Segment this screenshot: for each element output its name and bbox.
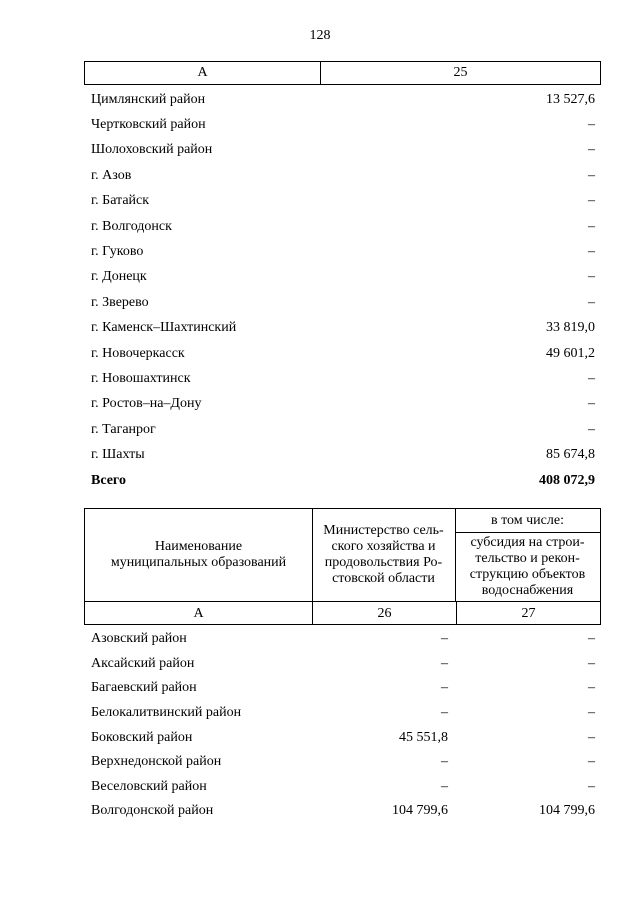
row-name: г. Каменск–Шахтинский: [91, 320, 237, 336]
row-value: –: [588, 396, 595, 412]
header-text: муниципальных образований: [110, 555, 287, 570]
table-row: [84, 701, 601, 726]
table-row: [84, 442, 601, 467]
row-name: Багаевский район: [91, 680, 197, 696]
row-value-26: –: [441, 705, 448, 721]
header-text: ского хозяйства и: [331, 539, 436, 554]
row-name: Цимлянский район: [91, 91, 206, 107]
header-text: Наименование: [154, 539, 243, 554]
header-text: струкцию объектов: [469, 567, 586, 582]
header-col-25: 25: [453, 65, 468, 80]
table-row: [84, 627, 601, 652]
row-name: г. Азов: [91, 167, 132, 183]
row-value-27: –: [588, 655, 595, 671]
header-col-a: А: [85, 62, 321, 84]
table-row: [84, 799, 601, 824]
header-col-26: 26: [313, 602, 457, 625]
header-subsidy: [455, 533, 600, 601]
row-name: Волгодонской район: [91, 803, 214, 819]
row-value-27: –: [588, 631, 595, 647]
row-name: Верхнедонской район: [91, 754, 222, 770]
row-name: Чертковский район: [91, 117, 206, 133]
header-text: продовольствия Ро-: [324, 555, 443, 570]
header-text: Министерство сель-: [323, 523, 444, 538]
row-value: –: [588, 269, 595, 285]
row-value: –: [588, 193, 595, 209]
table-row: [84, 316, 601, 341]
row-value-26: –: [441, 655, 448, 671]
header-including: в том числе:: [455, 509, 600, 533]
row-value: –: [588, 294, 595, 310]
row-name: г. Гуково: [91, 244, 144, 260]
table-row: [84, 138, 601, 163]
table-row: [84, 265, 601, 290]
row-name: Азовский район: [91, 631, 187, 647]
table-2-header: [84, 508, 601, 625]
table-1-body: [84, 87, 601, 493]
row-value-26: 104 799,6: [392, 803, 448, 819]
row-value-27: –: [588, 705, 595, 721]
table-row: [84, 676, 601, 701]
table-1: [84, 61, 601, 493]
row-value-27: 104 799,6: [539, 803, 595, 819]
header-municipal-names: [85, 509, 313, 601]
header-text: стовской области: [332, 571, 435, 586]
table-row: [84, 163, 601, 188]
row-value: 49 601,2: [546, 345, 595, 361]
page-number: 128: [309, 28, 331, 43]
row-value: –: [588, 370, 595, 386]
header-col-27: 27: [521, 605, 536, 621]
row-value-27: –: [588, 729, 595, 745]
row-value-27: –: [588, 754, 595, 770]
table-row: [84, 239, 601, 264]
row-value: –: [588, 244, 595, 260]
row-value: 85 674,8: [546, 447, 595, 463]
table-row: [84, 366, 601, 391]
header-text: водоснабжения: [481, 583, 574, 598]
table-row: [84, 214, 601, 239]
row-value-27: –: [588, 778, 595, 794]
row-value-26: –: [441, 778, 448, 794]
row-value-26: 45 551,8: [399, 729, 448, 745]
row-value: –: [588, 117, 595, 133]
table-row: [84, 290, 601, 315]
table-row: [84, 341, 601, 366]
header-text: субсидия на строи-: [470, 535, 585, 550]
row-name: Веселовский район: [91, 778, 207, 794]
row-name: г. Ростов–на–Дону: [91, 396, 202, 412]
row-name: г. Таганрог: [91, 421, 156, 437]
row-name: Аксайский район: [91, 655, 195, 671]
row-name: г. Батайск: [91, 193, 150, 209]
row-name: г. Зверево: [91, 294, 149, 310]
table-1-header: [84, 61, 601, 85]
header-col-a: А: [85, 602, 313, 625]
table-row: [84, 189, 601, 214]
row-value-26: –: [441, 680, 448, 696]
header-ministry: [312, 509, 456, 601]
total-value: 408 072,9: [539, 472, 595, 488]
row-name: г. Шахты: [91, 447, 145, 463]
row-name: Боковский район: [91, 729, 193, 745]
table-row: [84, 112, 601, 137]
row-value: –: [588, 167, 595, 183]
row-name: Белокалитвинский район: [91, 705, 242, 721]
row-value: 33 819,0: [546, 320, 595, 336]
table-row: [84, 725, 601, 750]
table-row: [84, 750, 601, 775]
row-value: –: [588, 421, 595, 437]
table-row: [84, 775, 601, 800]
row-value-27: –: [588, 680, 595, 696]
table-2: [84, 508, 601, 824]
row-value-26: –: [441, 754, 448, 770]
row-value: –: [588, 218, 595, 234]
table-row: [84, 87, 601, 112]
table-row: [84, 392, 601, 417]
row-name: г. Донецк: [91, 269, 147, 285]
header-number-row: [85, 601, 600, 625]
row-value: 13 527,6: [546, 91, 595, 107]
total-row: [84, 468, 601, 493]
table-row: [84, 417, 601, 442]
row-value-26: –: [441, 631, 448, 647]
row-name: г. Новочеркасск: [91, 345, 185, 361]
row-name: Шолоховский район: [91, 142, 213, 158]
header-text: тельство и рекон-: [475, 551, 580, 566]
row-name: г. Волгодонск: [91, 218, 172, 234]
row-value: –: [588, 142, 595, 158]
row-name: г. Новошахтинск: [91, 370, 191, 386]
total-label: Всего: [91, 472, 126, 488]
table-2-body: [84, 627, 601, 824]
table-row: [84, 652, 601, 677]
